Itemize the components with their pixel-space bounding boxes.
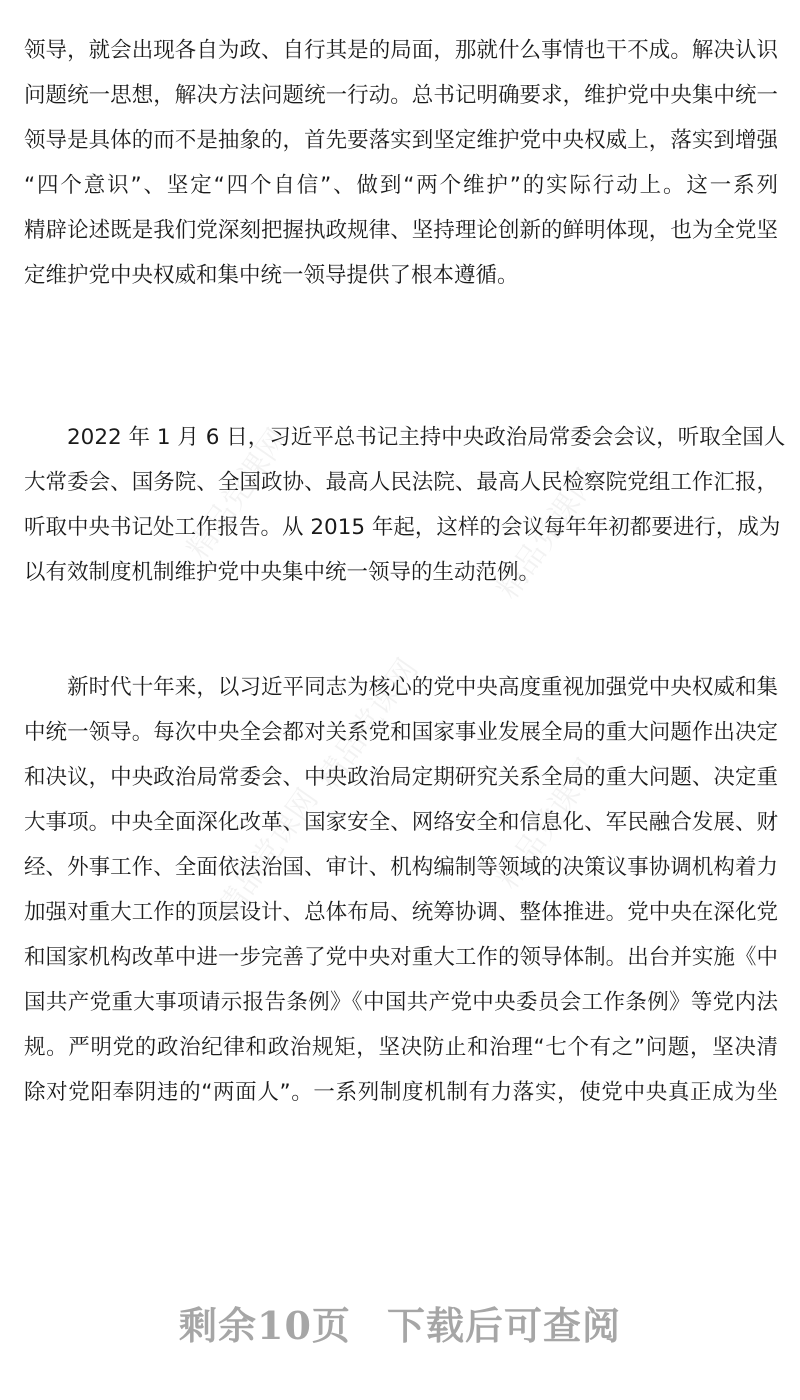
text-line: 大常委会、国务院、全国政协、最高人民法院、最高人民检察院党组工作汇报，	[24, 470, 778, 495]
watermark: 精品党课网	[490, 752, 606, 896]
text-line: 2022 年 1 月 6 日，习近平总书记主持中央政治局常委会会议，听取全国人	[24, 425, 786, 450]
paragraph	[24, 665, 778, 1115]
text-line: 大事项。中央全面深化改革、国家安全、网络安全和信息化、军民融合发展、财	[24, 810, 778, 835]
text-line: 问题统一思想，解决方法问题统一行动。总书记明确要求，维护党中央集中统一	[24, 83, 778, 108]
text-line: 听取中央书记处工作报告。从 2015 年起，这样的会议每年年初都要进行，成为	[24, 515, 781, 540]
text-line: 国共产党重大事项请示报告条例》《中国共产党中央委员会工作条例》等党内法	[24, 990, 778, 1015]
text-line: 和国家机构改革中进一步完善了党中央对重大工作的领导体制。出台并实施《中	[24, 945, 778, 970]
watermark: 精品党课网	[310, 652, 426, 796]
text-line: 以有效制度机制维护党中央集中统一领导的生动范例。	[24, 560, 541, 585]
text-line: 中统一领导。每次中央全会都对关系党和国家事业发展全局的重大问题作出决定	[24, 720, 778, 745]
watermark: 精品党课网	[490, 462, 606, 606]
text-line: 规。严明党的政治纪律和政治规矩，坚决防止和治理“七个有之”问题，坚决清	[24, 1035, 778, 1060]
text-line: 加强对重大工作的顶层设计、总体布局、统筹协调、整体推进。党中央在深化党	[24, 900, 778, 925]
download-to-view-label: 下载后可查阅	[386, 1303, 621, 1348]
text-line: 经、外事工作、全面依法治国、审计、机构编制等领域的决策议事协调机构着力	[24, 855, 778, 880]
watermark: 精品党课网	[180, 422, 296, 566]
text-line: 精辟论述既是我们党深刻把握执政规律、坚持理论创新的鲜明体现，也为全党坚	[24, 218, 778, 243]
text-line: 和决议，中央政治局常委会、中央政治局定期研究关系全局的重大问题、决定重	[24, 765, 778, 790]
text-line: “四个意识”、坚定“四个自信”、做到“两个维护”的实际行动上。这一系列	[24, 173, 778, 198]
text-line: 新时代十年来，以习近平同志为核心的党中央高度重视加强党中央权威和集	[24, 675, 778, 700]
text-line: 领导是具体的而不是抽象的，首先要落实到坚定维护党中央权威上，落实到增强	[24, 128, 778, 153]
text-line: 定维护党中央权威和集中统一领导提供了根本遵循。	[24, 263, 519, 288]
download-prompt[interactable]	[0, 1295, 800, 1350]
paragraph	[24, 415, 786, 595]
remaining-pages-label: 剩余10页	[179, 1303, 351, 1348]
watermark: 精品党课网	[210, 782, 326, 926]
cut-off-line	[24, 0, 776, 6]
text-line: 除对党阳奉阴违的“两面人”。一系列制度机制有力落实，使党中央真正成为坐	[24, 1080, 778, 1105]
paragraph	[24, 28, 778, 298]
text-line: 领导，就会出现各自为政、自行其是的局面，那就什么事情也干不成。解决认识	[24, 38, 778, 63]
